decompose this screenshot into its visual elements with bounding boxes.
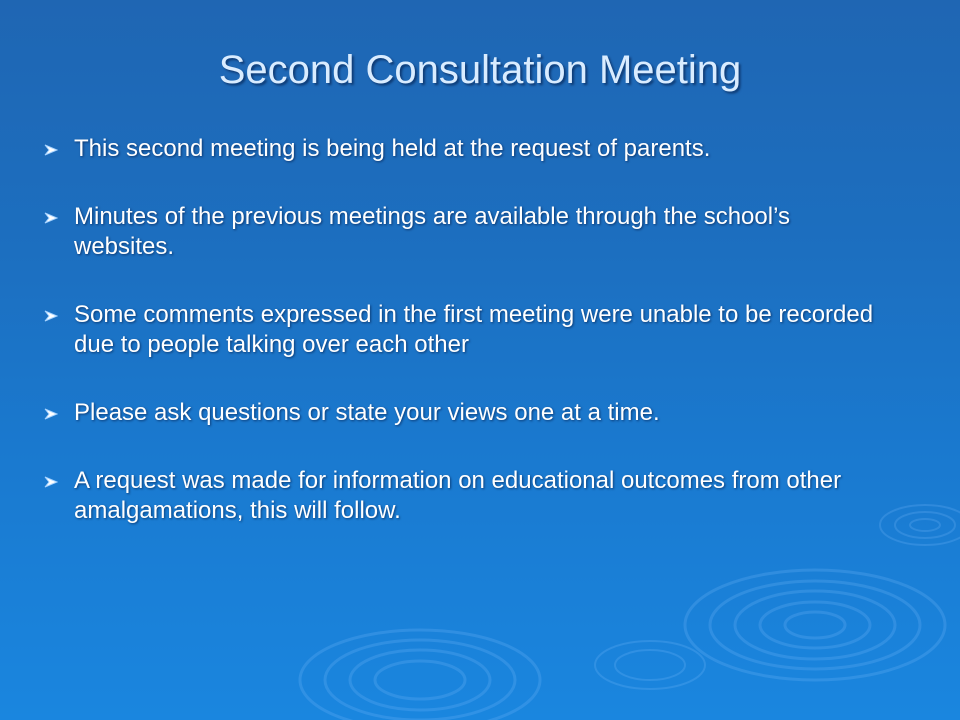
bullet-text: A request was made for information on educational outcomes from other amalgamations, this will follow. — [74, 467, 842, 524]
bullet-text: Please ask questions or state your views one at a time. — [74, 399, 660, 426]
bullet-list — [44, 134, 894, 564]
slide-title: Second Consultation Meeting — [218, 48, 742, 92]
bullet-item — [44, 202, 894, 262]
bullet-text: Minutes of the previous meetings are available through the school’s websites. — [74, 203, 790, 260]
bullet-item — [44, 466, 894, 526]
arrowhead-bullet-icon — [44, 212, 58, 224]
bullet-text: Some comments expressed in the first meeting were unable to be recorded due to people talking over each other — [74, 301, 874, 358]
bullet-text: This second meeting is being held at the request of parents. — [74, 135, 711, 162]
arrowhead-bullet-icon — [44, 476, 58, 488]
arrowhead-bullet-icon — [44, 408, 58, 420]
bullet-item — [44, 300, 894, 360]
bullet-item — [44, 398, 894, 428]
arrowhead-bullet-icon — [44, 144, 58, 156]
bullet-item — [44, 134, 894, 164]
arrowhead-bullet-icon — [44, 310, 58, 322]
